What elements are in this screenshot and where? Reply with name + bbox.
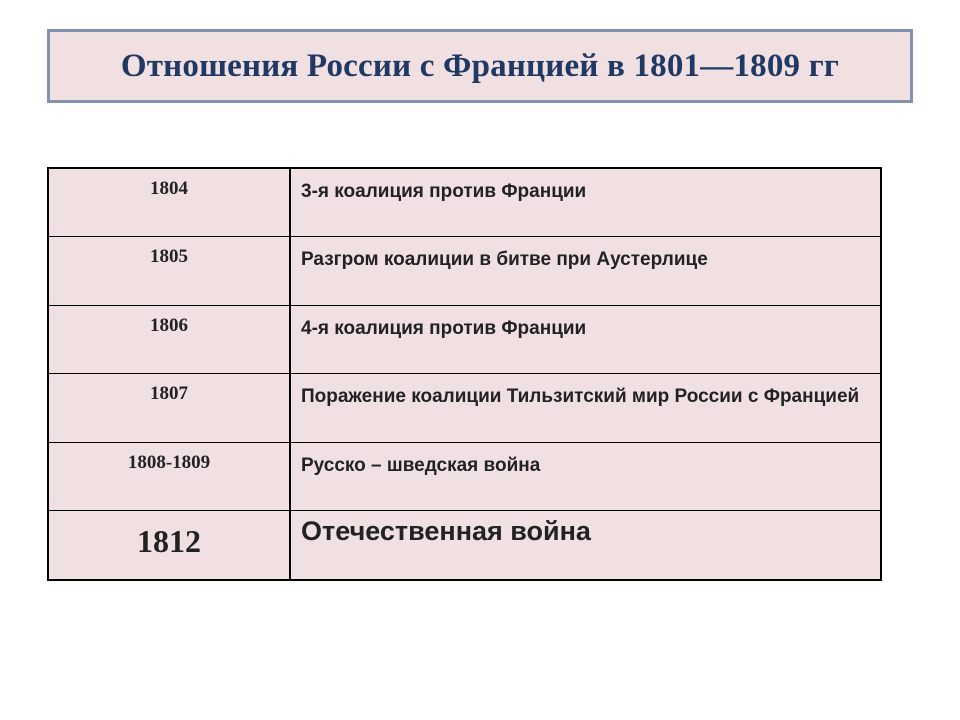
events-table: [47, 167, 882, 581]
year-cell: 1808-1809: [48, 442, 290, 511]
event-cell: Русско – шведская война: [290, 442, 881, 511]
table-row: [48, 305, 881, 374]
table-row: [48, 237, 881, 306]
year-cell: 1806: [48, 305, 290, 374]
slide-title: Отношения России с Францией в 1801—1809 гг: [120, 47, 840, 84]
event-cell: 3-я коалиция против Франции: [290, 168, 881, 237]
year-cell: 1812: [48, 511, 290, 580]
table-row: [48, 442, 881, 511]
year-cell: 1807: [48, 374, 290, 443]
event-cell: 4-я коалиция против Франции: [290, 305, 881, 374]
year-cell: 1804: [48, 168, 290, 237]
title-box: [47, 29, 913, 103]
event-cell: Отечественная война: [290, 511, 881, 580]
event-cell: Поражение коалиции Тильзитский мир России с Францией: [290, 374, 881, 443]
event-cell: Разгром коалиции в битве при Аустерлице: [290, 237, 881, 306]
table-row: [48, 168, 881, 237]
table-row: [48, 511, 881, 580]
table-row: [48, 374, 881, 443]
year-cell: 1805: [48, 237, 290, 306]
